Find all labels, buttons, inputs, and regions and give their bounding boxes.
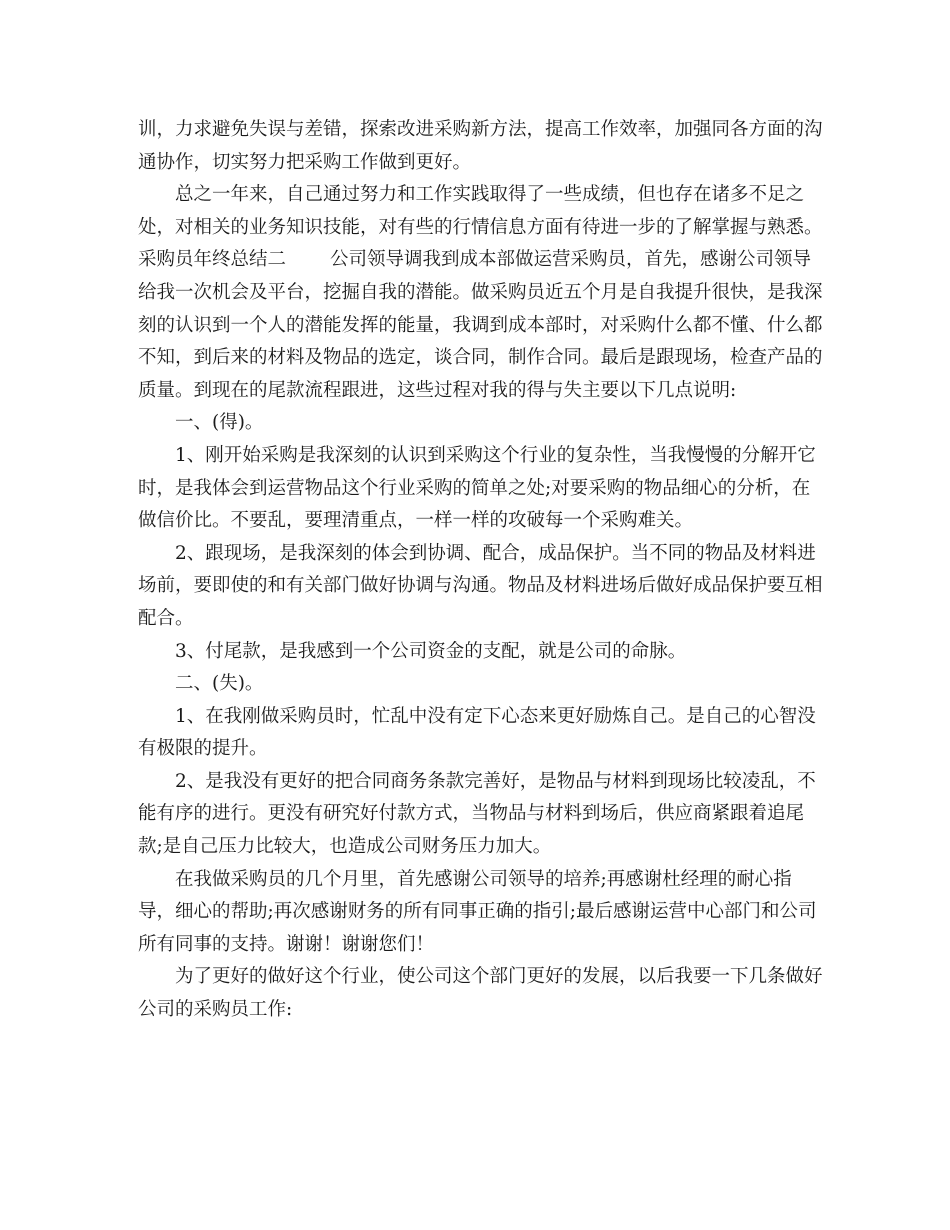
paragraph-continuation: 训，力求避免失误与差错，探索改进采购新方法，提高工作效率，加强同各方面的沟通协作，切实努力把采购工作做到更好。 [138,119,823,173]
paragraph-gain-1: 1、刚开始采购是我深刻的认识到采购这个行业的复杂性，当我慢慢的分解开它时，是我体会到运营物品这个行业采购的简单之处;对要采购的物品细心的分析，在做信价比。不要乱，要理清重点，一样一样的攻破每一个采购难关。 [138,444,816,532]
heading-losses: 二、(失)。 [175,673,264,695]
paragraph-gain-3: 3、付尾款，是我感到一个公司资金的支配，就是公司的命脉。 [175,640,687,662]
paragraph-thanks: 在我做采购员的几个月里，首先感谢公司领导的培养;再感谢杜经理的耐心指导，细心的帮助;再次感谢财务的所有同事正确的指引;最后感谢运营中心部门和公司所有同事的支持。谢谢！谢谢您们！ [138,868,817,955]
heading-gains: 一、(得)。 [175,412,264,434]
paragraph-gain-2: 2、跟现场，是我深刻的体会到协调、配合，成品保护。当不同的物品及材料进场前，要即使的和有关部门做好协调与沟通。物品及材料进场后做好成品保护要互相配合。 [138,542,823,629]
paragraph-loss-1: 1、在我刚做采购员时，忙乱中没有定下心态来更好励炼自己。是自己的心智没有极限的提升。 [138,705,816,760]
paragraph-summary: 总之一年来，自己通过努力和工作实践取得了一些成绩，但也存在诸多不足之处，对相关的业务知识技能，对有些的行情信息方面有待进一步的了解掌握与熟悉。 [138,184,823,238]
section-heading: 采购员年终总结二 [138,249,287,271]
paragraph-future: 为了更好的做好这个行业，使公司这个部门更好的发展，以后我要一下几条做好公司的采购员工作: [138,966,823,1021]
paragraph-section-two [138,244,828,407]
section-intro-text: 公司领导调我到成本部做运营采购员，首先，感谢公司领导给我一次机会及平台，挖掘自我的潜能。做采购员近五个月是自我提升很快，是我深刻的认识到一个人的潜能发挥的能量，我调到成本部时，对采购什么都不懂、什么都不知，到后来的材料及物品的选定，谈合同，制作合同。最后是跟现场，检查产品的质量。到现在的尾款流程跟进，这些过程对我的得与失主要以下几点说明: [138,249,823,401]
paragraph-loss-2: 2、是我没有更好的把合同商务条款完善好，是物品与材料到现场比较凌乱，不能有序的进行。更没有研究好付款方式，当物品与材料到场后，供应商紧跟着追尾款;是自己压力比较大，也造成公司财务压力加大。 [138,770,816,858]
document-body [138,114,828,1027]
